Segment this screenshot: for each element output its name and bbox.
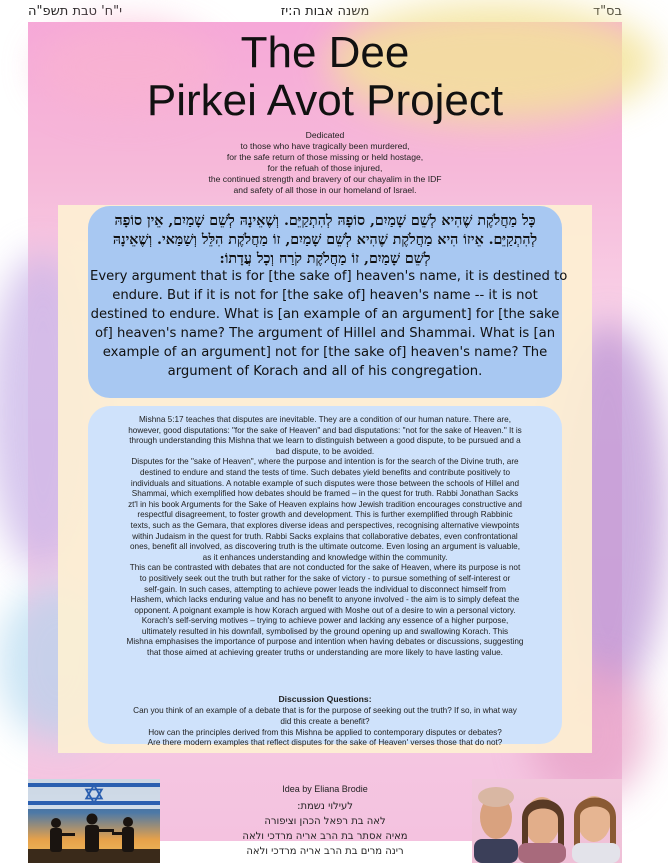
dedication-line: to those who have tragically been murdered, — [240, 141, 410, 151]
commentary-line: ones, benefit all involved, as discovering truth is the ultimate outcome. Even losing an argument is valuable, — [129, 542, 521, 552]
dedication-line: the continued strength and bravery of our chayalim in the IDF — [208, 174, 442, 184]
poster-title-line-1: The Dee — [240, 28, 410, 77]
commentary-line: opponent. A poignant example is how Korach argued with Moshe out of a desire to win a personal victory. — [134, 605, 516, 615]
commentary-text — [92, 415, 558, 659]
commentary-line: however, good disputations: "for the sake of Heaven" and bad disputations: "not for the sake of Heaven." It is — [128, 425, 522, 435]
mishna-translation-line: destined to endure. What is [an example of an argument] for [the sake — [90, 307, 560, 322]
commentary-line: Mishna 5:17 teaches that disputes are inevitable. They are a condition of our human nature. There are, — [138, 415, 511, 424]
header-date: י"ח' טבת תשפ"ה — [28, 4, 123, 19]
commentary-line: that those aimed at achieving greater truths or understanding are more likely to have lasting value. — [147, 648, 503, 658]
memorial-line: לאה בת רפאל הכהן וציפורה — [264, 816, 386, 827]
commentary-line: Shammai, which exemplified how debates should be framed – in the quest for truth. Rabbi Jonathan Sacks — [131, 489, 519, 499]
commentary-line: Disputes for the "sake of Heaven", where the purpose and intention is for the search of the Divine truth, are — [131, 457, 519, 467]
memorial-line: מאיה אסתר בת הרב אריה מרדכי ולאה — [242, 831, 408, 842]
dedication-line: and safety of all those in our homeland of Israel. — [233, 185, 417, 195]
dedication-line: Dedicated — [305, 130, 345, 140]
question-line: did this create a benefit? — [280, 716, 370, 726]
dedication — [28, 130, 622, 196]
mishna-translation-line: argument of Korach and all of his congregation. — [167, 364, 483, 379]
memorial-line: לעילוי נשמת: — [297, 801, 353, 812]
commentary-line: ultimately resulted in his downfall, symbolised by the ground opening up and swallowing Korach. This — [141, 626, 509, 636]
mishna-translation-line: of] heaven's name? The argument of Hillel and Shammai. What is [an — [94, 326, 556, 341]
commentary-line: bad dispute, to be avoided. — [275, 446, 375, 456]
poster — [28, 22, 622, 857]
three-women-portrait-image — [472, 779, 622, 863]
mishna-translation-line: Every argument that is for [the sake of] heaven's name, it is destined to — [90, 269, 568, 284]
question-line: Can you think of an example of a debate that is for the purpose of seeking out the truth? If so, in what way — [133, 706, 517, 715]
commentary-line: self-gain. In such cases, attempting to achieve power leads the individual to disconnect himself from — [144, 584, 506, 594]
mishna-translation — [90, 267, 568, 381]
commentary-line: texts, such as the Gemara, that explores diverse ideas and perspectives, recognising alternative viewpoints — [130, 520, 520, 530]
question-line: How can the principles derived from this Mishna be applied to contemporary disputes or debates? — [148, 727, 502, 737]
commentary-line: Hashem, which lacks enduring value and has no benefit to anyone involved - the aim is to simply defeat the — [130, 595, 520, 605]
commentary-line: to positively seek out the truth but rather for the sake of victory - to pursue something of self-interest or — [139, 573, 511, 583]
mishna-translation-line: endure. But if it is not for [the sake of] heaven's name -- it is not — [112, 288, 538, 303]
memorial-dedication — [198, 799, 452, 859]
mishna-hebrew-line: לְשֵׁם שָׁמַיִם, זוֹ מַחֲלֹקֶת קֹרַח וְכָל עֲדָתוֹ: — [219, 251, 431, 267]
commentary-line: Korach's self-serving motives – trying to achieve power and lacking any essence of a higher purpose, — [141, 616, 509, 626]
memorial-portraits-photo — [472, 779, 622, 863]
commentary-line: Mishna emphasises the importance of purpose and intention when having debates or discussions, suggesting — [126, 637, 524, 647]
dedication-line: for the refuah of those injured, — [267, 163, 383, 173]
soldiers-silhouette-image — [28, 779, 160, 863]
mishna-hebrew-line: כָּל מַחֲלֹקֶת שֶׁהִיא לְשֵׁם שָׁמַיִם, סוֹפָהּ לְהִתְקַיֵּם. וְשֶׁאֵינָהּ לְשֵׁם שָׁמַיִם, אֵין סוֹפָהּ — [114, 213, 536, 229]
commentary-line: destined to endure and stand the tests of time. Such debates yield benefits and contribute positively to — [139, 467, 511, 477]
mishna-hebrew-line: לְהִתְקַיֵּם. אֵיזוֹ הִיא מַחֲלֹקֶת שֶׁהִיא לְשֵׁם שָׁמַיִם, זוֹ מַחֲלֹקֶת הִלֵּל וְשַׁמַּאי. וְשֶׁאֵינָהּ — [112, 232, 538, 248]
header-source: משנה אבות ה:יז — [280, 4, 370, 19]
commentary-line: respectful disagreement, to foster growth and development. This is further exemplified through Rabbinic — [137, 510, 513, 520]
discussion-questions — [92, 706, 558, 749]
commentary-line: individuals and situations. A notable example of such disputes were those between the schools of Hillel and — [130, 478, 520, 488]
question-line: Are there modern examples that reflect disputes for the sake of Heaven' verses those that do not? — [147, 738, 503, 748]
poster-title-line-2: Pirkei Avot Project — [146, 76, 504, 125]
idea-credit: Idea by Eliana Brodie — [282, 784, 368, 794]
discussion-heading: Discussion Questions: — [278, 694, 372, 704]
memorial-line: רינה מרים בת הרב אריה מרדכי ולאה — [246, 846, 404, 857]
mishna-translation-line: example of an argument] not for [the sake of] heaven's name? The — [102, 345, 548, 360]
commentary-line: This can be contrasted with debates that are not conducted for the sake of Heaven, where its purpose is not — [129, 563, 521, 573]
commentary-line: within Judaism in the quest for truth. Rabbi Sacks explains that collaborative debates, even confrontational — [132, 531, 518, 541]
dedication-line: for the safe return of those missing or held hostage, — [226, 152, 424, 162]
commentary-line: as it enhances understanding and knowledge within the community. — [202, 552, 448, 562]
commentary-line: through understanding this Mishna that we learn to distinguish between a good dispute, to be pursued and a — [129, 436, 521, 446]
mishna-hebrew — [98, 212, 552, 269]
commentary-line: zt'l in his book Arguments for the Sake of Heaven explains how Jewish tradition encourages constructive and — [128, 499, 522, 509]
header-bsd: בס"ד — [592, 4, 622, 19]
soldiers-flag-photo — [28, 779, 160, 863]
